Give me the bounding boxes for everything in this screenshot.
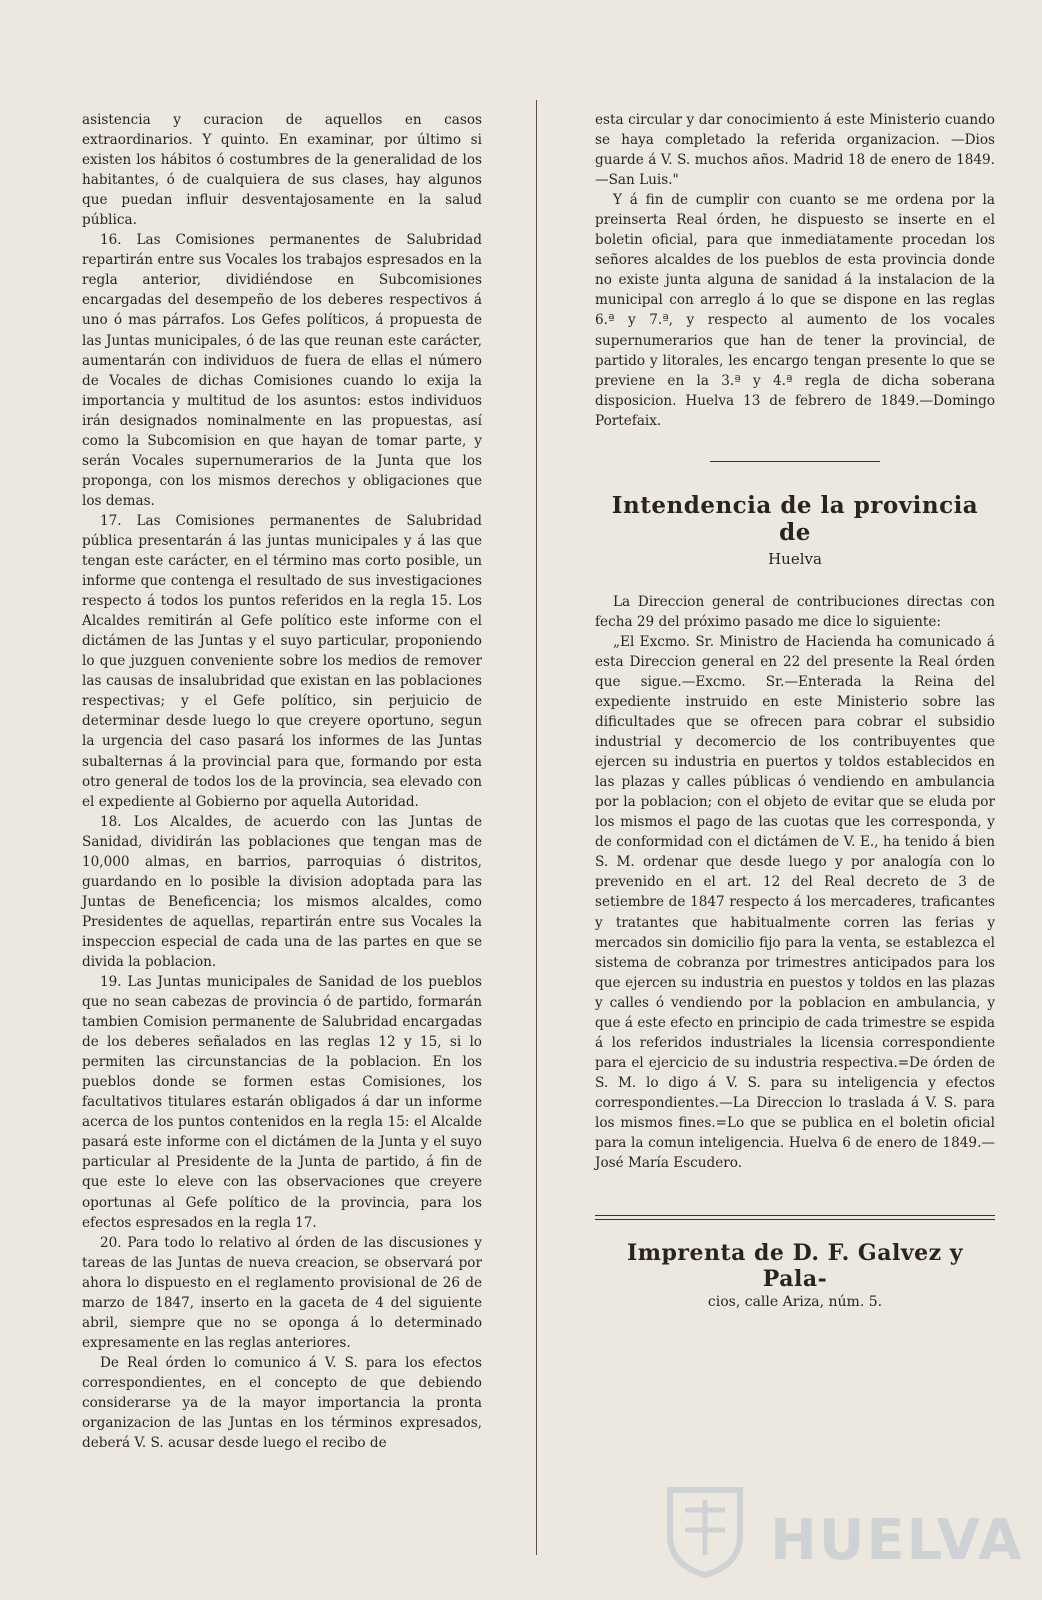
section-rule [710,461,880,462]
archive-watermark [640,1480,1024,1580]
paragraph-provincial-order: Y á fin de cumplir con cuanto se me ordena por la preinserta Real órden, he dispuesto se inserte en el boletin oficial, para que inmediatamente procedan los señores alcaldes de los pueblos de esta provincia donde no existe junta alguna de sanidad á la instalacion de la municipal con arreglo á lo que se dispone en las reglas 6.ª y 7.ª, y respecto al aumento de los vocales supernumerarios que han de tener la provincial, de partido y litorales, les encargo tengan presente lo que se previene en la 3.ª y 4.ª regla de dicha soberana disposicion. Huelva 13 de febrero de 1849.—Domingo Portefaix. [595,192,995,429]
right-column [595,110,995,1310]
paragraph-circular-end: esta circular y dar conocimiento á este Ministerio cuando se haya completado la referida organizacion. —Dios guarde á V. S. muchos años. Madrid 18 de enero de 1849.—San Luis." [595,112,995,189]
section-heading: Intendencia de la provincia de [611,491,979,546]
paragraph-rule-16: 16. Las Comisiones permanentes de Salubridad repartirán entre sus Vocales los trabajos espresados en la regla anterior, dividiéndose en Subcomisiones encargadas del desempeño de los deberes respectivos á uno ó mas párrafos. Los Gefes políticos, á propuesta de las Juntas municipales, ó de las que reunan este carácter, aumentarán con individuos de fuera de ellas el número de Vocales de dichas Comisiones cuando lo exija la importancia y multitud de los asuntos: estos individuos irán designados nominalmente en las propuestas, así como la Subcomision en que hayan de tomar parte, y serán Vocales supernumerarios de la Junta que los proponga, con los mismos derechos y obligaciones que los demas. [82,232,482,509]
printer-address: cios, calle Ariza, núm. 5. [707,1294,883,1311]
printer-imprint: Imprenta de D. F. Galvez y Pala- [626,1240,964,1293]
paragraph-direccion: La Direccion general de contribuciones directas con fecha 29 del próximo pasado me dice lo siguiente: [595,593,995,630]
paragraph-continuation: asistencia y curacion de aquellos en casos extraordinarios. Y quinto. En examinar, por último si existen los hábitos ó costumbres de la generalidad de los habitantes, ó de cualquiera de sus clases, hay algunos que puedan influir desventajosamente en la salud pública. [82,112,482,229]
paragraph-rule-18: 18. Los Alcaldes, de acuerdo con las Juntas de Sanidad, dividirán las poblaciones que tengan mas de 10,000 almas, en barrios, parroquias ó distritos, guardando en lo posible la division adoptada para las Juntas de Beneficencia; los mismos alcaldes, como Presidentes de aquellas, repartirán entre sus Vocales la inspeccion especial de cada una de las partes en que se divida la poblacion. [82,813,482,970]
paragraph-rule-17: 17. Las Comisiones permanentes de Salubridad pública presentarán á las juntas municipales y á las que tengan este carácter, en el término mas corto posible, un informe que contenga el resultado de sus investigaciones respecto á todos los puntos referidos en la regla 15. Los Alcaldes remitirán al Gefe político este informe con el dictámen de las Juntas y el suyo particular, proponiendo lo que juzguen conveniente sobre los medios de remover las causas de insalubridad que existan en las poblaciones respectivas; y el Gefe político, sin perjuicio de determinar desde luego lo que creyere oportuno, segun la urgencia del caso pasará los informes de las Juntas subalternas á la provincial para que, formando por esta otro general de todos los de la provincia, sea elevado con el expediente al Gobierno por aquella Autoridad. [82,512,482,810]
left-column [82,110,482,1453]
paragraph-rule-20: 20. Para todo lo relativo al órden de las discusiones y tareas de las Juntas de nueva creacion, se observará por ahora lo dispuesto en el reglamento provisional de 26 de marzo de 1847, inserto en la gaceta de 4 del siguiente abril, siempre que no se oponga á lo determinado expresamente en las reglas anteriores. [82,1234,482,1351]
paragraph-real-orden-hacienda: „El Excmo. Sr. Ministro de Hacienda ha comunicado á esta Direccion general en 22 del presente la Real órden que sigue.—Excmo. Sr.—Enterada la Reina del expediente instruido en este Ministerio sobre las dificultades que se ofrecen para cobrar el subsidio industrial y decomercio de los contribuyentes que ejercen su industria en puertos y toldos establecidos en las plazas y calles públicas ó vendiendo en ambulancia por la poblacion; con el objeto de evitar que se eluda por los mismos el pago de las cuotas que les corresponda, y de conformidad con el dictámen de V. E., ha tenido á bien S. M. ordenar que desde luego y por analogía con lo prevenido en el art. 12 del Real decreto de 3 de setiembre de 1847 respecto á los mercaderes, traficantes y tratantes que habitualmente corren las ferias y mercados sin domicilio fijo para la venta, se establezca el sistema de cobranza por trimestres anticipados para los que ejercen su industria en puestos y toldos en las plazas y calles ó vendiendo por la poblacion en ambulancia, y que á este efecto en principio de cada trimestre se espida á los referidos industriales la licensia correspondiente para el ejercicio de su industria respectiva.=De órden de S. M. lo digo á V. S. para su inteligencia y efectos correspondientes.—La Direccion lo traslada á V. S. para los mismos fines.=Lo que se publica en el boletin oficial para la comun inteligencia. Huelva 6 de enero de 1849.—José María Escudero. [595,633,995,1172]
watermark-text: HUELVA [770,1508,1024,1573]
paragraph-real-orden: De Real órden lo comunico á V. S. para los efectos correspondientes, en el concepto de que debiendo considerarse ya de la mayor importancia la pronta organizacion de las Juntas en los términos expresados, deberá V. S. acusar desde luego el recibo de [82,1354,482,1452]
footer-rule [595,1215,995,1220]
column-divider [536,100,537,1555]
paragraph-rule-19: 19. Las Juntas municipales de Sanidad de los pueblos que no sean cabezas de provincia ó de partido, formarán tambien Comision permanente de Salubridad encargadas de los deberes señalados en las reglas 12 y 15, si lo permiten las circunstancias de la poblacion. En los pueblos donde se formen estas Comisiones, los facultativos titulares estarán obligados á dar un informe acerca de los puntos contenidos en la regla 15: el Alcalde pasará este informe con el dictámen de la Junta y el suyo particular al Presidente de la Junta de partido, á fin de que este lo eleve con las observaciones que creyere oportunas al Gefe político de la provincia, para los efectos espresados en la regla 17. [82,974,482,1231]
shield-icon [660,1480,750,1580]
section-subheading: Huelva [768,549,822,568]
